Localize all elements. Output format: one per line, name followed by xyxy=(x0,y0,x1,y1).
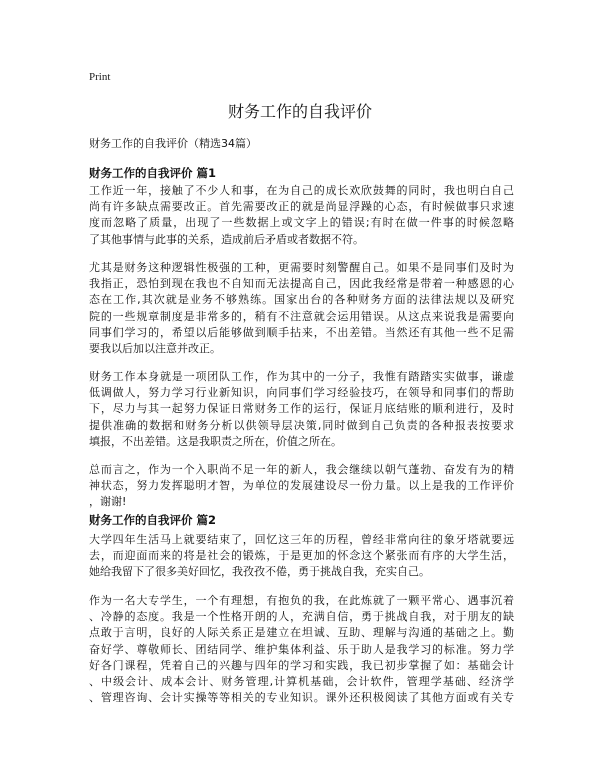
paragraph xyxy=(89,532,514,581)
text-line: 填报，不出差错。这是我职责之所在，价值之所在。 xyxy=(89,434,342,448)
text-line: 她给我留下了很多美好回忆，我孜孜不倦，勇于挑战自我，充实自己。 xyxy=(89,565,430,579)
text-line: 作为一名大专学生，一个有理想，有抱负的我，在此炼就了一颗平常心、遇事沉着 xyxy=(89,594,514,607)
text-line: 尤其是财务这种逻辑性极强的工种，更需要时刻警醒自己。如果不是同事们及时为 xyxy=(89,261,514,274)
text-line: 好各门课程，凭着自己的兴趣与四年的学习和实践，我已初步掌握了如：基础会计 xyxy=(89,658,514,672)
text-line: 总而言之，作为一个入职尚不足一年的新人，我会继续以朝气蓬勃、奋发有为的精 xyxy=(89,463,514,476)
text-line: 下，尽力与其一起努力保证日常财务工作的运行，保证月底结账的顺利进行，及时 xyxy=(89,402,514,416)
document-subtitle: 财务工作的自我评价（精选34篇） xyxy=(89,137,257,150)
text-line: 院的一些规章制度是非常多的，稍有不注意就会运用错误。从这点来说我是需要向 xyxy=(89,309,514,323)
text-line: 、冷静的态度。我是一个性格开朗的人，充满自信，勇于挑战自我，对于朋友的缺 xyxy=(89,610,514,624)
text-line: 度而忽略了质量，出现了一些数据上或文字上的错误;有时在做一件事的时候忽略 xyxy=(89,216,514,230)
text-line: 大学四年生活马上就要结束了，回忆这三年的历程，曾经非常向往的象牙塔就要远 xyxy=(89,533,514,546)
text-line: 奋好学、尊敬师长、团结同学、维护集体利益、乐于助人是我学习的标准。努力学 xyxy=(89,642,514,656)
paragraph xyxy=(89,462,514,511)
text-line: ，谢谢! xyxy=(89,495,127,509)
paragraph xyxy=(89,593,514,706)
text-line: 低调做人，努力学习行业新知识，向同事们学习经验技巧，在领导和同事们的帮助 xyxy=(89,386,514,400)
text-line: 神状态，努力发挥聪明才智，为单位的发展建设尽一份力量。以上是我的工作评价 xyxy=(89,479,514,493)
text-line: 点敢于言明，良好的人际关系正是建立在坦诚、互助、理解与沟通的基础之上。勤 xyxy=(89,626,514,640)
text-line: 、管理咨询、会计实操等等相关的专业知识。课外还积极阅读了其他方面或有关专 xyxy=(89,691,514,705)
text-line: 去，而迎面而来的将是社会的锻炼，于是更加的怀念这个紧张而有序的大学生活， xyxy=(89,549,514,563)
document-title: 财务工作的自我评价 xyxy=(227,102,372,121)
text-line: 同事们学习的，希望以后能够做到顺手拈来，不出差错。当然还有其他一些不足需 xyxy=(89,325,514,339)
text-line: 财务工作本身就是一项团队工作，作为其中的一分子，我惟有踏踏实实做事，谦虚 xyxy=(89,370,514,383)
text-line: 态在工作,其次就是业务不够熟练。国家出台的各种财务方面的法律法规以及研究 xyxy=(89,293,514,307)
paragraph xyxy=(89,260,514,357)
print-label: Print xyxy=(89,71,111,83)
text-line: 工作近一年，接触了不少人和事，在为自己的成长欢欣鼓舞的同时，我也明白自己 xyxy=(89,184,514,197)
section-heading-2: 财务工作的自我评价 篇2 xyxy=(89,513,217,527)
text-line: 尚有许多缺点需要改正。首先需要改正的就是尚显浮躁的心态，有时候做事只求速 xyxy=(89,200,514,214)
text-line: 要我以后加以注意并改正。 xyxy=(89,342,221,356)
text-line: 了其他事情与此事的关系，造成前后矛盾或者数据不符。 xyxy=(89,232,364,246)
section-heading-1: 财务工作的自我评价 篇1 xyxy=(89,166,217,180)
text-line: 、中级会计、成本会计、财务管理,计算机基础，会计软件，管理学基础、经济学 xyxy=(89,675,514,689)
text-line: 我指正，恐怕到现在我也不自知而无法提高自己，因此我经常是带着一种感恩的心 xyxy=(89,277,514,291)
paragraph xyxy=(89,369,514,450)
paragraph xyxy=(89,183,514,248)
text-line: 提供准确的数据和财务分析以供领导层决策,同时做到自己负责的各种报表按要求 xyxy=(89,418,514,432)
